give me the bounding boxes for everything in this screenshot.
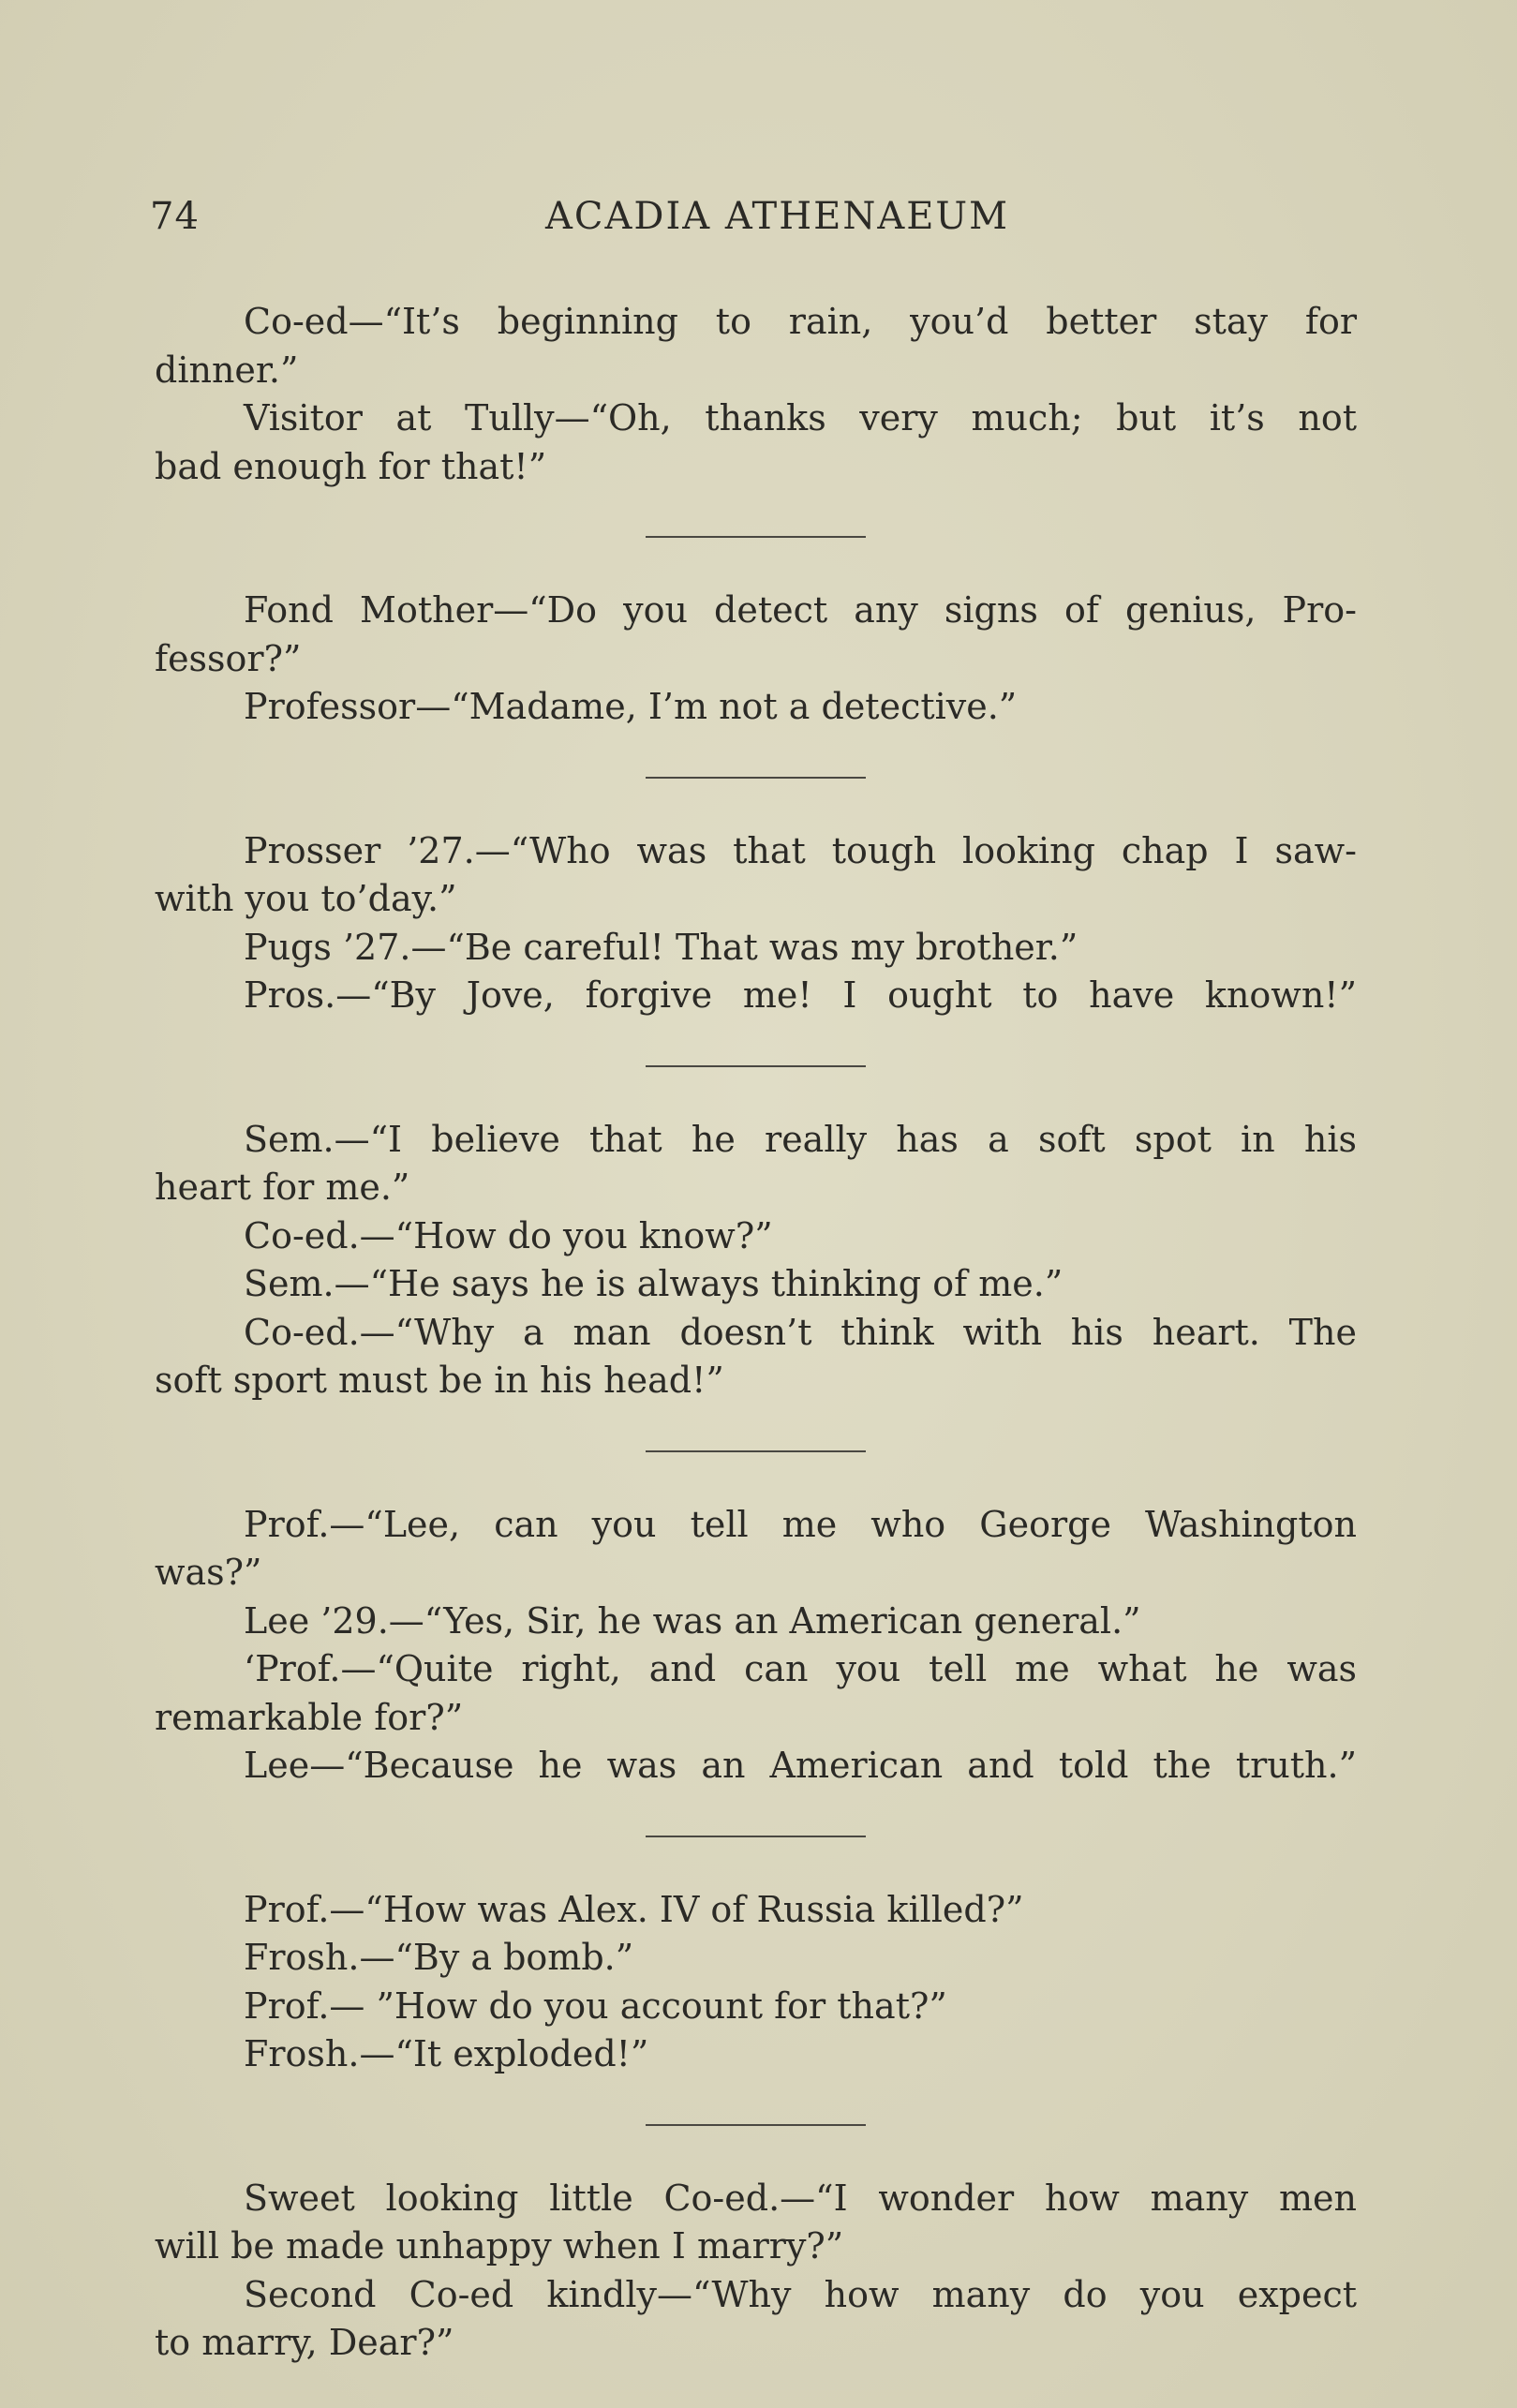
text-line: Sem.—“He says he is always thinking of me.”: [244, 1263, 1063, 1304]
section-divider: [646, 777, 866, 779]
section-divider: [646, 1836, 866, 1837]
text-line: fessor?”: [155, 637, 302, 679]
text-line: Co-ed—“It’s beginning to rain, you’d better stay for: [244, 301, 1357, 342]
text-line: Prof.— ”How do you account for that?”: [244, 1984, 947, 2027]
text-line: Professor—“Madame, I’m not a detective.”: [244, 686, 1018, 727]
page-number: 74: [150, 195, 200, 238]
joke-block: [155, 587, 1357, 732]
text-line: soft sport must be in his head!”: [155, 1360, 724, 1401]
text-line: will be made unhappy when I marry?”: [155, 2225, 844, 2267]
text-line: Prof.—“How was Alex. IV of Russia killed?”: [244, 1888, 1024, 1930]
text-line: Pugs ’27.—“Be careful! That was my brother.”: [244, 926, 1078, 968]
text-line: Lee ’29.—“Yes, Sir, he was an American general.”: [244, 1599, 1141, 1642]
joke-block: [155, 2175, 1357, 2368]
text-line: Fond Mother—“Do you detect any signs of genius, Pro-: [244, 589, 1357, 631]
text-line: to marry, Dear?”: [155, 2322, 454, 2363]
section-divider: [646, 1065, 866, 1067]
text-line: Second Co-ed kindly—“Why how many do you expect: [244, 2273, 1357, 2315]
text-line: remarkable for?”: [155, 1696, 464, 1738]
text-line: Pros.—“By Jove, forgive me! I ought to have known!”: [244, 974, 1357, 1016]
joke-block: [155, 1501, 1357, 1791]
page-header: [150, 195, 1359, 251]
text-line: Sweet looking little Co-ed.—“I wonder how many men: [244, 2177, 1357, 2219]
text-line: ‘Prof.—“Quite right, and can you tell me what he was: [244, 1648, 1357, 1689]
section-divider: [646, 1450, 866, 1452]
jokes-column: [155, 298, 1357, 2368]
joke-block: [155, 298, 1357, 491]
text-line: Frosh.—“By a bomb.”: [244, 1937, 634, 1978]
joke-block: [155, 1886, 1357, 2079]
text-line: dinner.”: [155, 349, 299, 391]
text-line: Co-ed.—“How do you know?”: [244, 1214, 773, 1256]
text-line: with you to’day.”: [155, 878, 457, 919]
joke-block: [155, 827, 1357, 1020]
section-divider: [646, 2124, 866, 2126]
text-line: Prof.—“Lee, can you tell me who George Washington: [244, 1503, 1357, 1545]
text-line: bad enough for that!”: [155, 445, 547, 487]
text-line: Sem.—“I believe that he really has a soft spot in his: [244, 1118, 1357, 1160]
text-line: Co-ed.—“Why a man doesn’t think with his heart. The: [244, 1311, 1357, 1353]
text-line: Lee—“Because he was an American and told the truth.”: [244, 1745, 1357, 1786]
joke-block: [155, 1116, 1357, 1405]
text-line: heart for me.”: [155, 1167, 410, 1208]
text-line: Frosh.—“It exploded!”: [244, 2033, 649, 2074]
running-title: ACADIA ATHENAEUM: [545, 195, 1010, 238]
section-divider: [646, 536, 866, 538]
text-line: Visitor at Tully—“Oh, thanks very much; but it’s not: [244, 397, 1357, 438]
text-line: Prosser ’27.—“Who was that tough looking chap I saw-: [244, 829, 1357, 871]
text-line: was?”: [155, 1552, 262, 1593]
